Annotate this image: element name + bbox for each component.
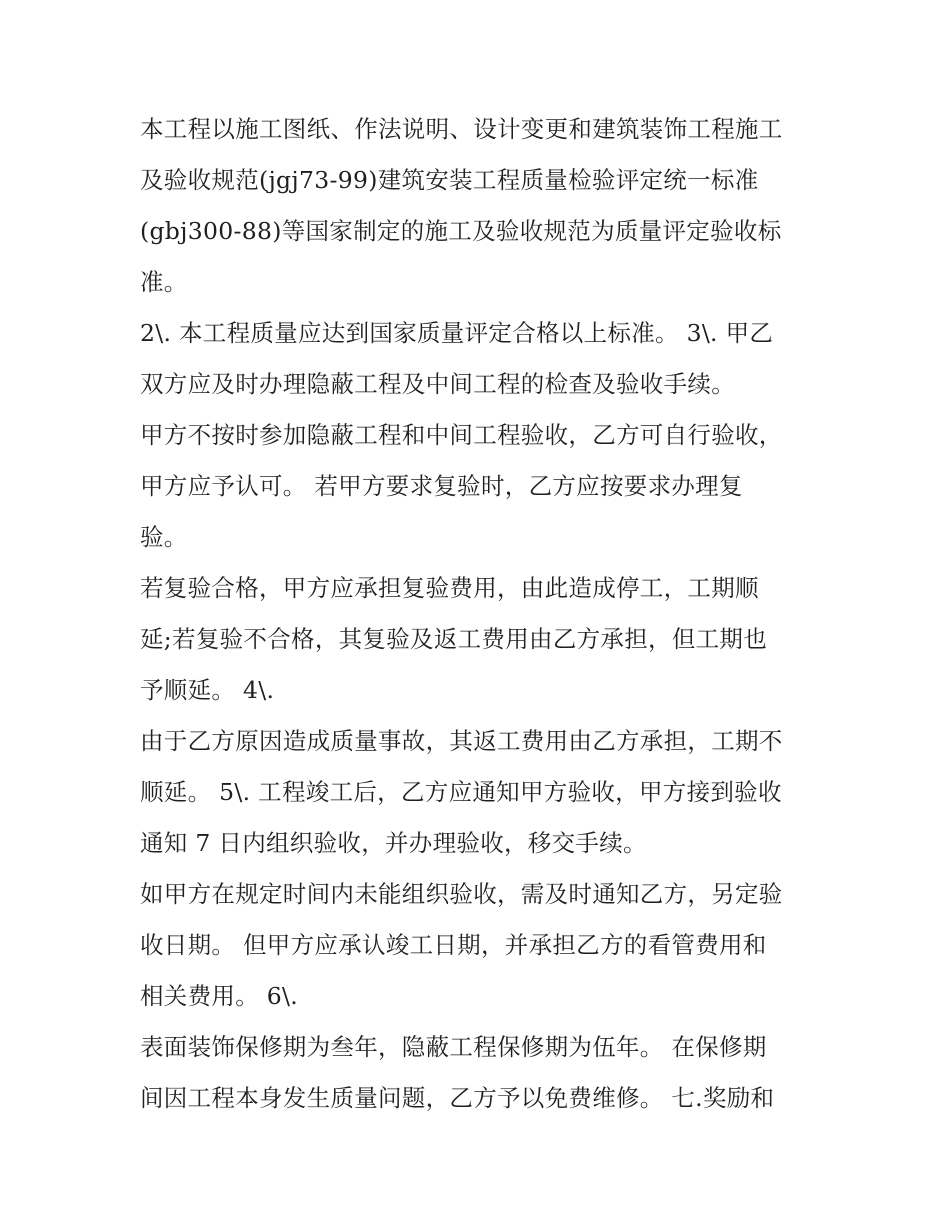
text-line: 如甲方在规定时间内未能组织验收，需及时通知乙方，另定验 <box>140 880 783 908</box>
document-body <box>140 104 830 1124</box>
text-line: 相关费用。 6\. <box>140 982 299 1010</box>
text-line: 收日期。 但甲方应承认竣工日期，并承担乙方的看管费用和 <box>140 931 767 959</box>
text-line: 2\. 本工程质量应达到国家质量评定合格以上标准。 3\. 甲乙 <box>140 319 774 347</box>
text-line: 予顺延。 4\. <box>140 676 275 704</box>
text-line: 本工程以施工图纸、作法说明、设计变更和建筑装饰工程施工 <box>140 115 783 143</box>
text-line: 及验收规范(jgj73-99)建筑安装工程质量检验评定统一标准 <box>140 166 759 194</box>
text-line: 表面装饰保修期为叁年，隐蔽工程保修期为伍年。 在保修期 <box>140 1033 767 1061</box>
text-line: 通知 7 日内组织验收，并办理验收，移交手续。 <box>140 829 647 857</box>
text-line: 准。 <box>140 268 188 296</box>
text-line: (gbj300-88)等国家制定的施工及验收规范为质量评定验收标 <box>140 217 782 245</box>
text-line: 延;若复验不合格，其复验及返工费用由乙方承担，但工期也 <box>140 625 768 653</box>
text-line: 验。 <box>140 523 188 551</box>
text-line: 甲方不按时参加隐蔽工程和中间工程验收，乙方可自行验收， <box>140 421 783 449</box>
text-line: 顺延。 5\. 工程竣工后，乙方应通知甲方验收，甲方接到验收 <box>140 778 782 806</box>
text-line: 若复验合格，甲方应承担复验费用，由此造成停工，工期顺 <box>140 574 759 602</box>
text-line: 由于乙方原因造成质量事故，其返工费用由乙方承担，工期不 <box>140 727 783 755</box>
text-line: 双方应及时办理隐蔽工程及中间工程的检查及验收手续。 <box>140 370 735 398</box>
text-line: 甲方应予认可。 若甲方要求复验时，乙方应按要求办理复 <box>140 472 743 500</box>
text-line: 间因工程本身发生质量问题，乙方予以免费维修。 七.奖励和 <box>140 1084 775 1112</box>
